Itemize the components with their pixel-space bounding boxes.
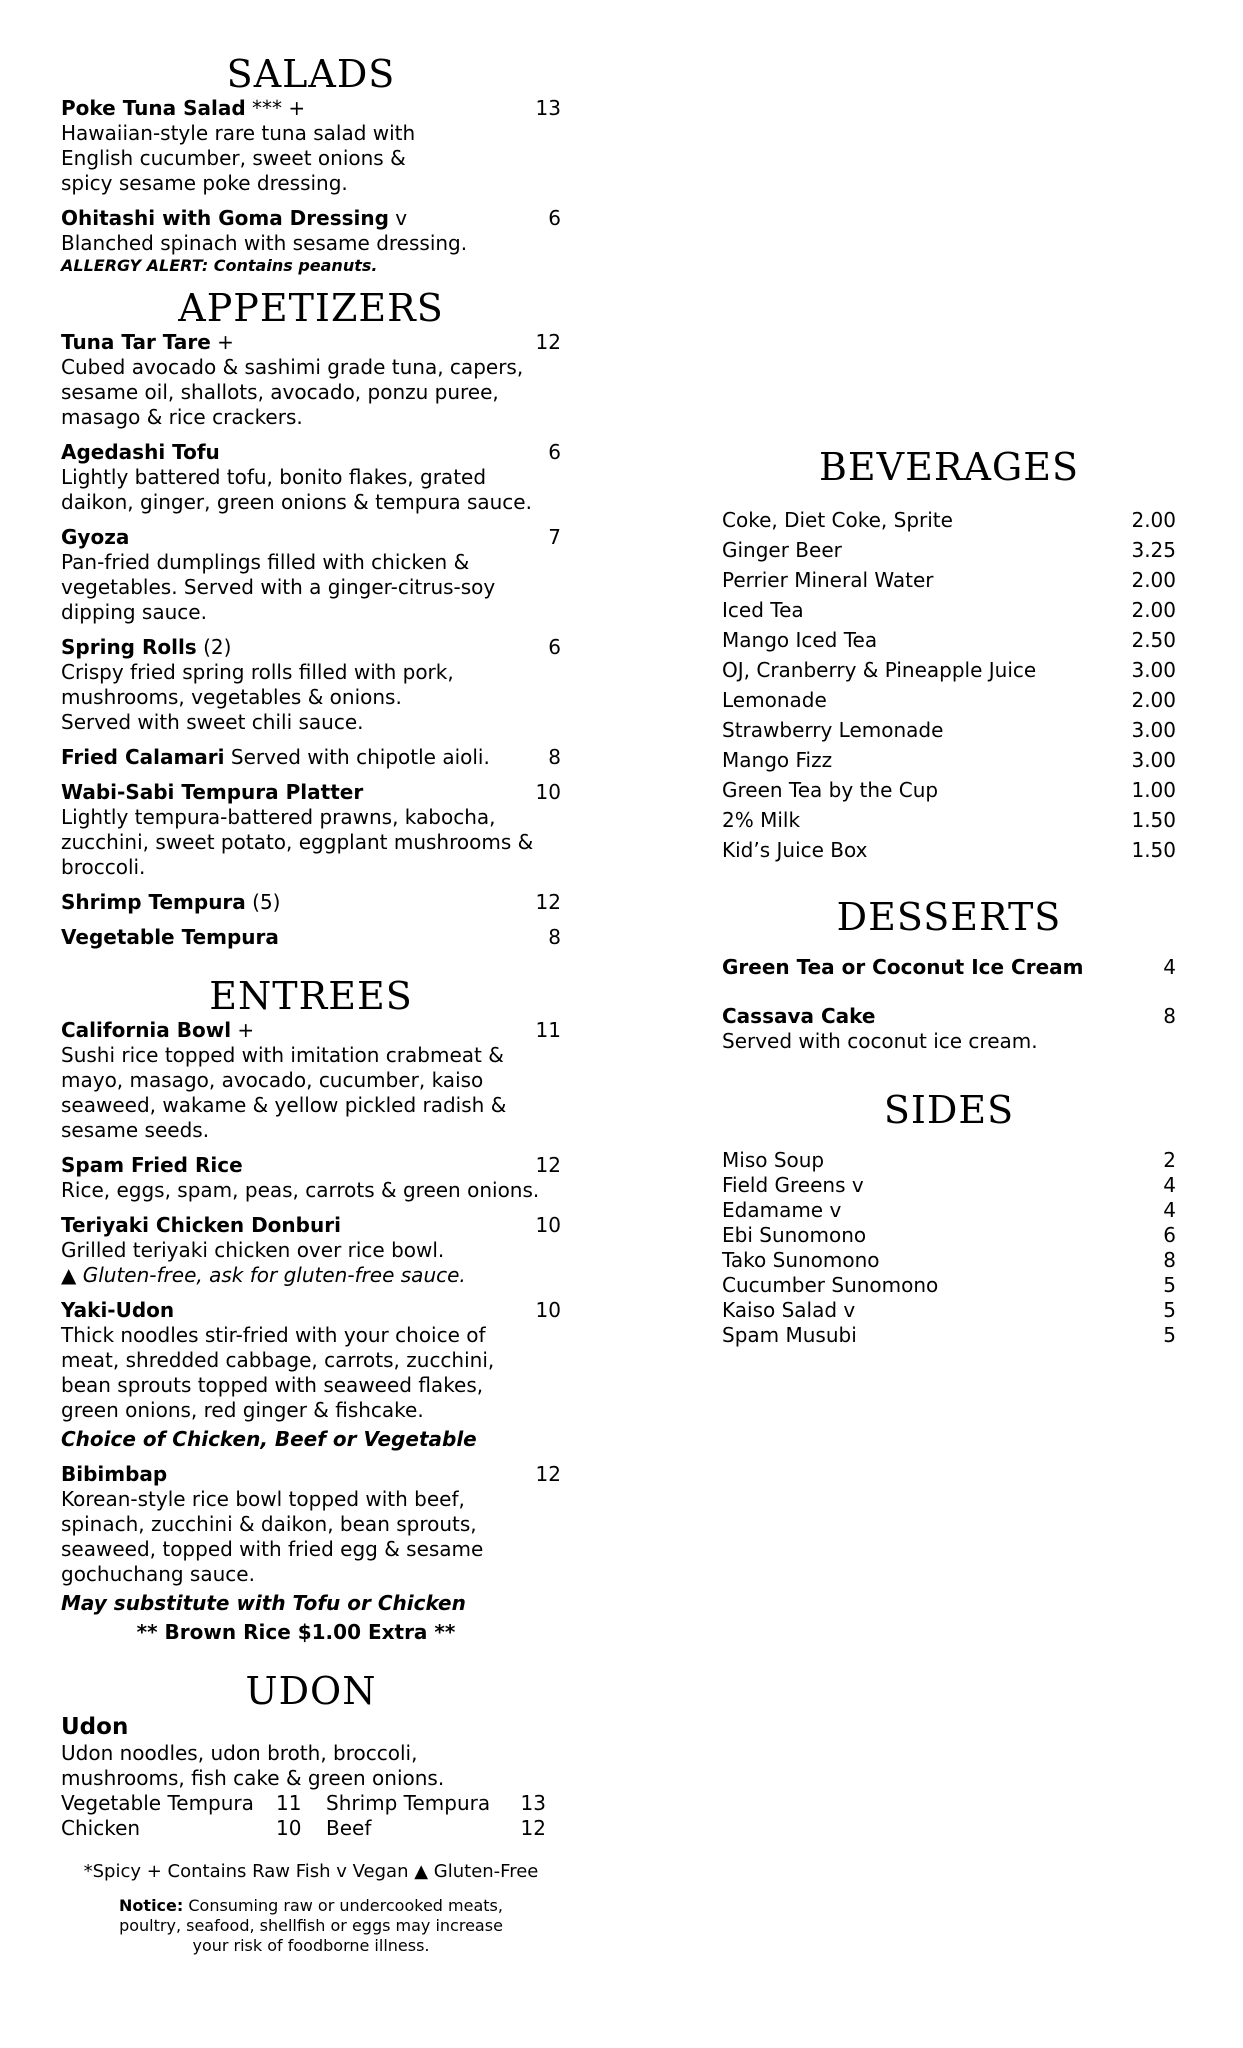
sides-section [722, 1088, 1176, 1348]
item-price: 3.00 [1131, 748, 1176, 772]
item-price: 13 [535, 96, 561, 120]
appetizers-section [61, 286, 561, 950]
menu-item-cassava-cake [722, 1004, 1176, 1054]
item-price: 3.00 [1131, 658, 1176, 682]
item-name: Spam Musubi [722, 1323, 857, 1347]
item-desc-line: spicy sesame poke dressing. [61, 171, 348, 195]
appetizers-title: APPETIZERS [178, 286, 444, 330]
item-name: Poke Tuna Salad [61, 96, 246, 120]
item-name: Lemonade [722, 688, 827, 712]
brown-rice-note: ** Brown Rice $1.00 Extra ** [136, 1620, 456, 1644]
item-price: 5 [1163, 1273, 1176, 1297]
item-price: 10 [535, 780, 561, 804]
list-item [722, 1323, 1176, 1348]
item-price: 1.00 [1131, 778, 1176, 802]
menu-item-california-bowl [61, 1018, 561, 1143]
list-item [722, 535, 1176, 565]
item-name: Agedashi Tofu [61, 440, 220, 464]
beverages-list [722, 505, 1176, 865]
item-note: (2) [196, 635, 232, 659]
item-price: 11 [535, 1018, 561, 1042]
item-name: Cassava Cake [722, 1004, 876, 1028]
list-item [722, 715, 1176, 745]
list-item [722, 775, 1176, 805]
item-desc-line: broccoli. [61, 855, 146, 879]
item-desc-line: spinach, zucchini & daikon, bean sprouts, [61, 1512, 477, 1536]
udon-option-price: 13 [520, 1791, 546, 1815]
item-desc-line: Sushi rice topped with imitation crabmeat & [61, 1043, 504, 1067]
item-price: 12 [535, 1153, 561, 1177]
item-price: 7 [548, 525, 561, 549]
item-desc-line: dipping sauce. [61, 600, 207, 624]
item-price: 1.50 [1131, 838, 1176, 862]
item-price: 6 [548, 440, 561, 464]
sides-title: SIDES [883, 1088, 1015, 1132]
item-desc-line: Cubed avocado & sashimi grade tuna, capers, [61, 355, 524, 379]
menu-item-ice-cream [722, 955, 1176, 980]
item-name: Coke, Diet Coke, Sprite [722, 508, 953, 532]
item-name: Fried Calamari [61, 745, 225, 769]
list-item [722, 1273, 1176, 1298]
item-name: Iced Tea [722, 598, 804, 622]
menu-item-shrimp-tempura [61, 890, 561, 915]
item-name: Edamame v [722, 1198, 842, 1222]
item-name: Tuna Tar Tare [61, 330, 211, 354]
item-name: Yaki-Udon [61, 1298, 175, 1322]
menu-item-tuna-tar-tare [61, 330, 561, 430]
item-name: Gyoza [61, 525, 130, 549]
notice-text: Consuming raw or undercooked meats, poultry, seafood, shellfish or eggs may increase your risk of foodborne illness. [119, 1896, 503, 1955]
item-desc-line: daikon, ginger, green onions & tempura sauce. [61, 490, 532, 514]
item-name: Strawberry Lemonade [722, 718, 944, 742]
item-price: 6 [1163, 1223, 1176, 1247]
udon-option-name: Chicken [61, 1816, 141, 1840]
item-price: 8 [1163, 1004, 1176, 1028]
beverages-section [722, 445, 1176, 865]
item-name: Cucumber Sunomono [722, 1273, 939, 1297]
item-name: Green Tea by the Cup [722, 778, 939, 802]
menu-legend: *Spicy + Contains Raw Fish v Vegan ▲ Gluten-Free [83, 1861, 539, 1882]
item-price: 2.00 [1131, 568, 1176, 592]
desserts-section [722, 895, 1176, 1054]
list-item [722, 625, 1176, 655]
item-name: Field Greens v [722, 1173, 864, 1197]
item-price: 2.00 [1131, 688, 1176, 712]
menu-item-poke-tuna-salad [61, 96, 561, 196]
udon-option-price: 11 [276, 1791, 302, 1815]
item-name: Ebi Sunomono [722, 1223, 867, 1247]
list-item [722, 595, 1176, 625]
left-column [61, 52, 561, 1956]
right-column [722, 445, 1176, 1348]
item-desc-line: Pan-fried dumplings filled with chicken & [61, 550, 470, 574]
menu-item-agedashi-tofu [61, 440, 561, 515]
item-price: 1.50 [1131, 808, 1176, 832]
item-desc-line: bean sprouts topped with seaweed flakes, [61, 1373, 484, 1397]
list-item [722, 655, 1176, 685]
item-desc-line: Lightly battered tofu, bonito flakes, grated [61, 465, 487, 489]
item-price: 3.25 [1131, 538, 1176, 562]
udon-option-price: 10 [276, 1816, 302, 1840]
item-note: + [231, 1018, 255, 1042]
entrees-section [61, 974, 561, 1645]
item-name: OJ, Cranberry & Pineapple Juice [722, 658, 1037, 682]
item-desc-line: mushrooms, vegetables & onions. [61, 685, 402, 709]
item-desc-line: masago & rice crackers. [61, 405, 303, 429]
list-item [722, 745, 1176, 775]
item-name: Shrimp Tempura [61, 890, 246, 914]
notice-label: Notice: [119, 1896, 184, 1915]
item-desc-line: English cucumber, sweet onions & [61, 146, 406, 170]
item-name: California Bowl [61, 1018, 232, 1042]
item-price: 4 [1163, 955, 1176, 979]
item-name: Spam Fried Rice [61, 1153, 243, 1177]
item-desc-line: Lightly tempura-battered prawns, kabocha, [61, 805, 496, 829]
item-desc-line: green onions, red ginger & fishcake. [61, 1398, 424, 1422]
item-desc-line: Udon noodles, udon broth, broccoli, [61, 1741, 418, 1765]
udon-option-name: Beef [326, 1816, 372, 1840]
item-price: 6 [548, 206, 561, 230]
item-price: 2.00 [1131, 508, 1176, 532]
item-desc-line: vegetables. Served with a ginger-citrus-soy [61, 575, 496, 599]
item-name: Wabi-Sabi Tempura Platter [61, 780, 364, 804]
item-name: Mango Fizz [722, 748, 833, 772]
menu-item-gyoza [61, 525, 561, 625]
item-desc-line: Hawaiian-style rare tuna salad with [61, 121, 416, 145]
item-price: 2.00 [1131, 598, 1176, 622]
item-price: 10 [535, 1213, 561, 1237]
item-desc-line: Grilled teriyaki chicken over rice bowl. [61, 1238, 445, 1262]
item-name: Ohitashi with Goma Dressing [61, 206, 389, 230]
item-desc-line: seaweed, topped with fried egg & sesame [61, 1537, 484, 1561]
list-item [722, 835, 1176, 865]
item-desc-line: mayo, masago, avocado, cucumber, kaiso [61, 1068, 484, 1092]
item-name: Miso Soup [722, 1148, 825, 1172]
list-item [722, 505, 1176, 535]
item-price: 5 [1163, 1298, 1176, 1322]
item-desc-line: Korean-style rice bowl topped with beef, [61, 1487, 465, 1511]
item-price: 8 [548, 745, 561, 769]
item-note: + [210, 330, 234, 354]
item-name: Kaiso Salad v [722, 1298, 856, 1322]
menu-item-yaki-udon [61, 1298, 561, 1452]
item-desc-line: Rice, eggs, spam, peas, carrots & green onions. [61, 1178, 540, 1202]
menu-item-bibimbap [61, 1462, 561, 1645]
udon-section [61, 1669, 561, 1841]
item-price: 3.00 [1131, 718, 1176, 742]
health-notice [61, 1896, 561, 1956]
item-note: v [388, 206, 408, 230]
item-name: Tako Sunomono [722, 1248, 880, 1272]
item-price: 8 [1163, 1248, 1176, 1272]
menu-item-fried-calamari [61, 745, 561, 770]
item-desc-line: Blanched spinach with sesame dressing. [61, 231, 468, 255]
list-item [722, 1223, 1176, 1248]
item-price: 8 [548, 925, 561, 949]
list-item [722, 565, 1176, 595]
item-desc-line: zucchini, sweet potato, eggplant mushrooms & [61, 830, 534, 854]
list-item [722, 1198, 1176, 1223]
item-name: Spring Rolls [61, 635, 197, 659]
desserts-title: DESSERTS [836, 895, 1062, 939]
item-name: Green Tea or Coconut Ice Cream [722, 955, 1084, 979]
item-price: 5 [1163, 1323, 1176, 1347]
item-desc-line: seaweed, wakame & yellow pickled radish & [61, 1093, 507, 1117]
item-name: Perrier Mineral Water [722, 568, 934, 592]
item-name: Teriyaki Chicken Donburi [61, 1213, 341, 1237]
item-note: (5) [245, 890, 281, 914]
item-name: Kid’s Juice Box [722, 838, 868, 862]
list-item [722, 1298, 1176, 1323]
item-price: 12 [535, 890, 561, 914]
menu-item-spam-fried-rice [61, 1153, 561, 1203]
salads-title: SALADS [226, 52, 396, 96]
udon-option-name: Shrimp Tempura [326, 1791, 491, 1815]
item-desc-line: sesame seeds. [61, 1118, 210, 1142]
item-desc-line: Thick noodles stir-fried with your choice of [61, 1323, 486, 1347]
list-item [722, 1148, 1176, 1173]
menu-item-ohitashi [61, 206, 561, 276]
item-price: 6 [548, 635, 561, 659]
item-note: *** + [245, 96, 306, 120]
item-price: 4 [1163, 1198, 1176, 1222]
item-price: 2 [1163, 1148, 1176, 1172]
list-item [722, 1173, 1176, 1198]
item-price: 4 [1163, 1173, 1176, 1197]
salads-section [61, 52, 561, 276]
menu-item-spring-rolls [61, 635, 561, 735]
item-name: Bibimbap [61, 1462, 168, 1486]
item-name: Vegetable Tempura [61, 925, 279, 949]
item-desc-line: gochuchang sauce. [61, 1562, 255, 1586]
list-item [722, 805, 1176, 835]
udon-options [61, 1791, 561, 1841]
item-name: Ginger Beer [722, 538, 842, 562]
udon-name: Udon [61, 1714, 129, 1740]
entrees-title: ENTREES [209, 974, 413, 1018]
item-desc-line: Served with coconut ice cream. [722, 1029, 1038, 1053]
menu-item-teriyaki-chicken-donburi [61, 1213, 561, 1288]
udon-option-price: 12 [520, 1816, 546, 1840]
item-name: 2% Milk [722, 808, 801, 832]
item-price: 12 [535, 330, 561, 354]
item-desc-line: mushrooms, fish cake & green onions. [61, 1766, 445, 1790]
list-item [722, 1248, 1176, 1273]
menu-item-vegetable-tempura [61, 925, 561, 950]
sides-list [722, 1148, 1176, 1348]
menu-item-wabi-sabi-tempura-platter [61, 780, 561, 880]
list-item [722, 685, 1176, 715]
allergy-alert: ALLERGY ALERT: Contains peanuts. [61, 256, 378, 275]
udon-option-name: Vegetable Tempura [61, 1791, 254, 1815]
beverages-title: BEVERAGES [818, 445, 1080, 489]
item-price: 12 [535, 1462, 561, 1486]
item-price: 2.50 [1131, 628, 1176, 652]
substitute-note: May substitute with Tofu or Chicken [61, 1591, 466, 1615]
item-note: Served with chipotle aioli. [224, 745, 490, 769]
item-desc-line: Crispy fried spring rolls filled with pork, [61, 660, 454, 684]
gluten-free-note: ▲ Gluten-free, ask for gluten-free sauce. [61, 1263, 466, 1287]
item-desc-line: sesame oil, shallots, avocado, ponzu puree, [61, 380, 499, 404]
udon-title: UDON [245, 1669, 377, 1713]
choice-note: Choice of Chicken, Beef or Vegetable [61, 1427, 477, 1451]
item-price: 10 [535, 1298, 561, 1322]
item-name: Mango Iced Tea [722, 628, 878, 652]
item-desc-line: Served with sweet chili sauce. [61, 710, 364, 734]
item-desc-line: meat, shredded cabbage, carrots, zucchini, [61, 1348, 495, 1372]
